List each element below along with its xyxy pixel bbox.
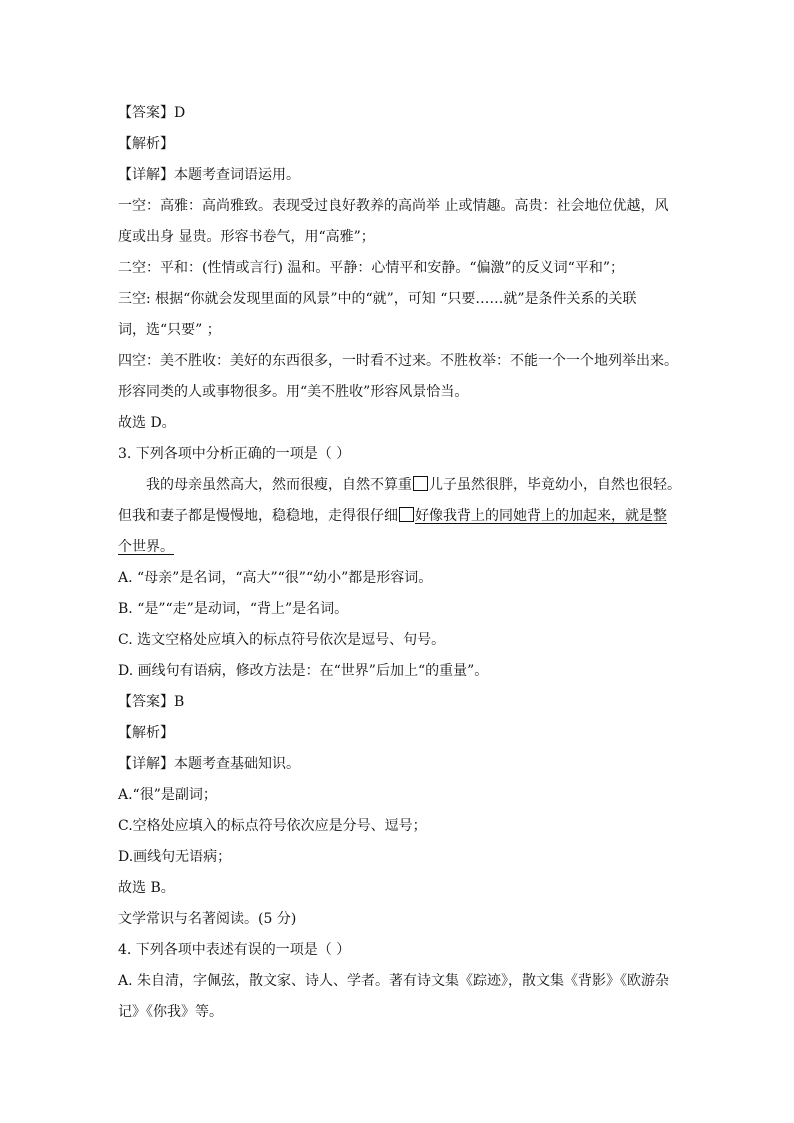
q3-line: C.空格处应填入的标点符号依次应是分号、逗号； [118,818,427,834]
q3-option-c: C. 选文空格处应填入的标点符号依次是逗号、句号。 [118,632,446,648]
q3-line: A.“很”是副词； [118,787,217,803]
q2-line: 形容同类的人或事物很多。用“美不胜收”形容风景恰当。 [118,384,469,400]
q2-line: 四空：美不胜收：美好的东西很多，一时看不过来。不胜枚举：不能一个一个地列举出来。 [118,353,678,369]
blank-box [413,476,428,491]
q4-stem: 4. 下列各项中表述有误的一项是（ ） [118,942,351,958]
section-heading: 文学常识与名著阅读。(5 分) [118,911,297,927]
q2-analysis-label: 【解析】 [118,136,174,152]
document-page [118,98,680,1028]
q4-option-a-cont: 记》《你我》等。 [118,1004,223,1020]
q3-line: D.画线句无语病； [118,849,232,865]
q3-passage-line [118,532,680,563]
q3-passage-line [118,470,680,501]
q3-option-a: A. “母亲”是名词，“高大”“很”“幼小”都是形容词。 [118,570,433,586]
passage-text: 但我和妻子都是慢慢地，稳稳地，走得很仔细 [118,508,398,524]
underlined-sentence: 个世界。 [118,539,174,555]
q3-detail: 【详解】本题考查基础知识。 [118,756,300,772]
q2-line: 三空: 根据“你就会发现里面的风景”中的“就”，可知 “只要……就”是条件关系的关联 [118,291,637,307]
q2-answer: 【答案】D [118,105,186,121]
passage-text: 儿子虽然很胖，毕竟幼小，自然也很轻。 [429,477,681,493]
q2-line: 一空：高雅：高尚雅致。表现受过良好教养的高尚举 止或情趣。高贵：社会地位优越，风 [118,198,669,214]
q3-answer: 【答案】B [118,694,185,710]
q2-line: 词，选“只要” ； [118,322,221,338]
underlined-sentence: 好像我背上的同她背上的加起来，就是整 [415,508,667,524]
q3-option-d: D. 画线句有语病，修改方法是：在“世界”后加上“的重量”。 [118,663,489,679]
blank-box [399,507,414,522]
q3-passage-line [118,501,680,532]
passage-text: 我的母亲虽然高大，然而很瘦，自然不算重 [146,477,412,493]
q2-line: 故选 D。 [118,415,176,431]
q3-stem: 3. 下列各项中分析正确的一项是（ ） [118,446,351,462]
q3-line: 故选 B。 [118,880,175,896]
q3-option-b: B. “是”“走”是动词，“背上”是名词。 [118,601,349,617]
q2-detail: 【详解】本题考查词语运用。 [118,167,300,183]
q2-line: 二空：平和：(性情或言行) 温和。平静：心情平和安静。“偏激”的反义词“平和”； [118,260,625,276]
q3-analysis-label: 【解析】 [118,725,174,741]
q2-line: 度或出身 显贵。形容书卷气，用“高雅”； [118,229,375,245]
q4-option-a: A. 朱自清，字佩弦，散文家、诗人、学者。著有诗文集《踪迹》，散文集《背影》《欧游杂 [118,973,670,989]
